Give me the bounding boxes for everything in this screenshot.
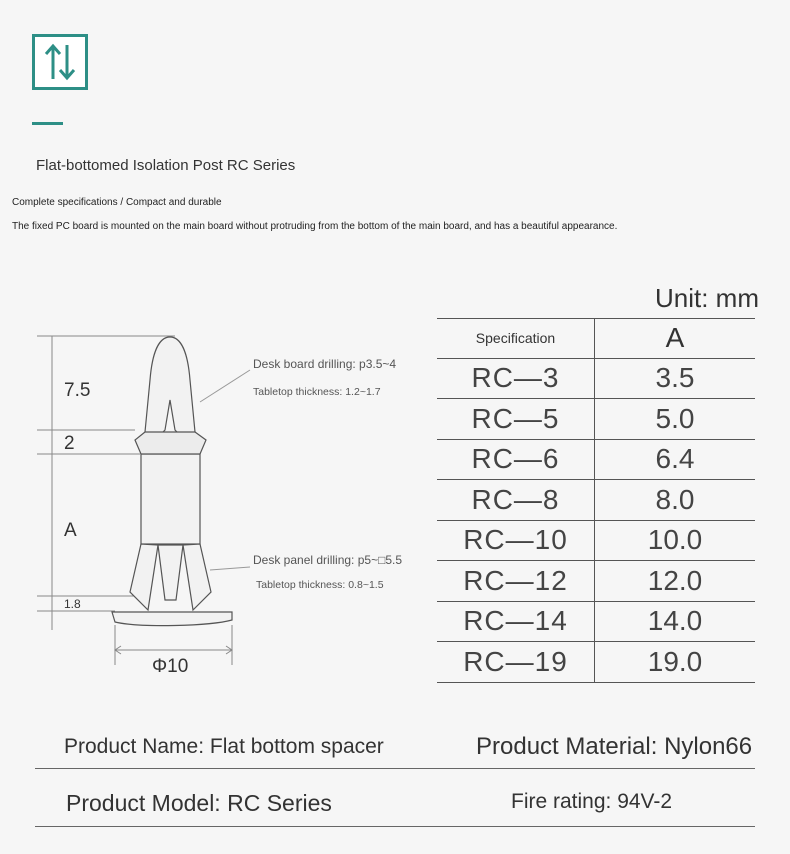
table-row: [437, 480, 755, 521]
table-row: [437, 642, 755, 683]
spec-cell: RC—8: [437, 480, 595, 520]
description: The fixed PC board is mounted on the main board without protruding from the bottom of the main board, and has a beautiful appearance.: [12, 221, 618, 232]
dim-diameter: Φ10: [152, 656, 189, 677]
note-lower-thickness: Tabletop thickness: 0.8~1.5: [256, 579, 384, 591]
header-specification: Specification: [437, 319, 595, 358]
note-upper-thickness: Tabletop thickness: 1.2~1.7: [253, 386, 381, 398]
product-material: Product Material: Nylon66: [476, 733, 753, 760]
table-header-row: [437, 318, 755, 359]
note-upper-drilling: Desk board drilling: p3.5~4: [253, 357, 397, 371]
table-row: [437, 399, 755, 440]
spec-cell: RC—12: [437, 561, 595, 601]
spec-cell: RC—5: [437, 399, 595, 439]
product-name: Product Name: Flat bottom spacer: [64, 735, 384, 758]
fire-rating: Fire rating: 94V-2: [511, 790, 673, 813]
spec-table: [437, 318, 755, 683]
table-row: [437, 602, 755, 643]
a-cell: 5.0: [655, 402, 695, 434]
product-model: Product Model: RC Series: [66, 790, 332, 816]
a-cell: 12.0: [647, 564, 703, 596]
table-row: [437, 440, 755, 481]
a-cell: 3.5: [655, 362, 695, 394]
a-cell: 14.0: [647, 605, 703, 637]
header-a: A: [665, 322, 685, 354]
leader-lines: [200, 370, 250, 570]
a-cell: 6.4: [655, 443, 695, 475]
up-down-arrows-icon: [32, 34, 88, 90]
dim-neck: 2: [64, 433, 75, 454]
tagline: Complete specifications / Compact and durable: [12, 197, 222, 208]
technical-drawing: [0, 320, 440, 680]
accent-bar: [32, 122, 63, 125]
spacer-outline: [112, 337, 232, 626]
a-cell: 19.0: [647, 645, 703, 677]
unit-label: Unit: mm: [655, 283, 759, 313]
spec-cell: RC—10: [437, 521, 595, 561]
spec-cell: RC—19: [437, 642, 595, 682]
table-row: [437, 521, 755, 562]
divider: [35, 768, 755, 769]
table-row: [437, 359, 755, 400]
spec-cell: RC—3: [437, 359, 595, 399]
dim-top: 7.5: [64, 380, 91, 401]
spec-cell: RC—14: [437, 602, 595, 642]
table-row: [437, 561, 755, 602]
page-title: Flat-bottomed Isolation Post RC Series: [36, 157, 296, 174]
a-cell: 10.0: [647, 524, 703, 556]
dim-base: 1.8: [64, 597, 81, 611]
divider: [35, 826, 755, 827]
a-cell: 8.0: [655, 483, 695, 515]
dim-body: A: [64, 520, 77, 541]
note-lower-drilling: Desk panel drilling: p5~□5.5: [253, 553, 403, 567]
spec-cell: RC—6: [437, 440, 595, 480]
